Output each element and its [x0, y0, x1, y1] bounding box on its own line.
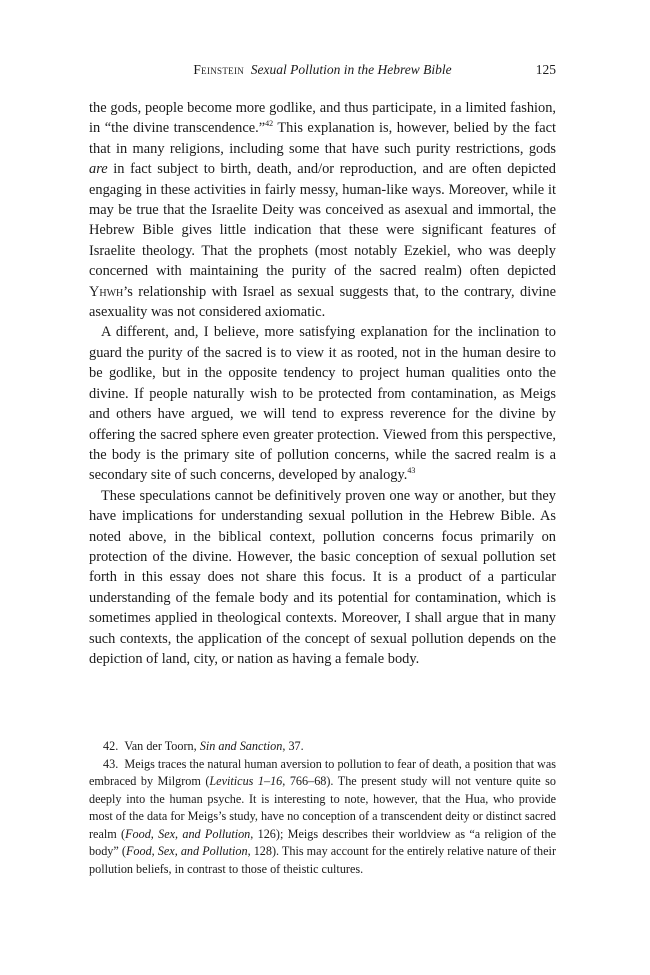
footnote-42-title: Sin and Sanction	[199, 739, 283, 753]
paragraph-1	[89, 98, 556, 322]
running-head	[89, 62, 556, 82]
footnotes	[89, 738, 556, 878]
p2-text: A different, and, I believe, more satisfying explanation for the inclination to guard the purity of the sacred is to view it as rooted, not in the human desire to be godlike, but in the opposite tendency to project human qualities onto the divine. If people naturally wish to be protected from contamination, as Meigs and others have argued, we will tend to express reverence for the divine by offering the sacred sphere even greater protection. Viewed from this perspective, the body is the primary site of pollution concerns, while the sacred realm is a secondary site of such concerns, developed by analogy.	[89, 324, 556, 484]
main-text	[89, 98, 556, 669]
p1-text-d: ’s relationship with Israel as sexual suggests that, to the contrary, divine asexuality was not considered axiomatic.	[89, 283, 556, 321]
footnote-43-text-c: , 126); Meigs describes their worldview as “a religion of the body” (	[89, 826, 556, 858]
footnote-42-text: Van der Toorn,	[124, 739, 200, 753]
footnote-42-number: 42.	[103, 739, 119, 753]
footnote-43-text-d: , 128). This may account for the entirely relative nature of their pollution beliefs, in contrast to those of theistic cultures.	[89, 844, 557, 876]
footnote-43-title-1: Leviticus 1–16	[209, 774, 283, 788]
p1-text-b: This explanation is, however, belied by the fact that in many religions, including some that have such purity restrictions, gods	[89, 120, 557, 157]
page-number: 125	[535, 62, 556, 77]
paragraph-2	[89, 322, 556, 485]
footnote-42-text-end: , 37.	[282, 739, 304, 753]
p1-text-a: the gods, people become more godlike, and thus participate, in a limited fashion, in “the divine transcendence.”	[89, 100, 556, 137]
p1-text-c: in fact subject to birth, death, and/or reproduction, and are often depicted engaging in these activities in fairly messy, human-like ways. Moreover, while it may be true that the Israelite Deity was conceived as asexual and immortal, the Hebrew Bible gives little indication that these were significant features of Israelite theology. That the prophets (most notably Ezekiel, who was deeply concerned with maintaining the purity of the sacred realm) often depicted	[89, 161, 556, 280]
footnote-43-text-a: Meigs traces the natural human aversion to pollution to fear of death, a position that was embraced by Milgrom (	[89, 756, 557, 788]
p1-emphasis: are	[89, 161, 108, 178]
header-author: Feinstein	[193, 62, 245, 77]
p1-divine-name: Yhwh	[89, 283, 124, 300]
header-title: Sexual Pollution in the Hebrew Bible	[250, 62, 452, 77]
footnote-43-number: 43.	[103, 756, 119, 771]
footnote-ref-42[interactable]: 42	[265, 119, 274, 129]
footnote-43-title-3: Food, Sex, and Pollution	[125, 844, 248, 858]
running-title	[89, 62, 556, 78]
paragraph-3: These speculations cannot be definitively proven one way or another, but they have implications for understanding sexual pollution in the Hebrew Bible. As noted above, in the biblical context, pollution concerns focus primarily on protection of the divine. However, the basic conception of sexual pollution set forth in this essay does not share this focus. It is a product of a particular understanding of the female body and its potential for contamination, which is sometimes applied in theological contexts. Moreover, I shall argue that in many such contexts, the application of the concept of sexual pollution depends on the depiction of land, city, or nation as having a female body.	[89, 487, 556, 667]
footnote-42	[89, 738, 556, 756]
footnote-43-text-b: , 766–68). The present study will not venture quite so deeply into the human psyche. It is interesting to note, however, that the Hua, who provide most of the data for Meigs’s study, have no conception of a transcendent deity or distinct sacred realm (	[89, 774, 556, 841]
footnote-43-title-2: Food, Sex, and Pollution	[125, 826, 251, 841]
footnote-43	[89, 756, 556, 879]
footnote-ref-43[interactable]: 43	[407, 466, 416, 476]
